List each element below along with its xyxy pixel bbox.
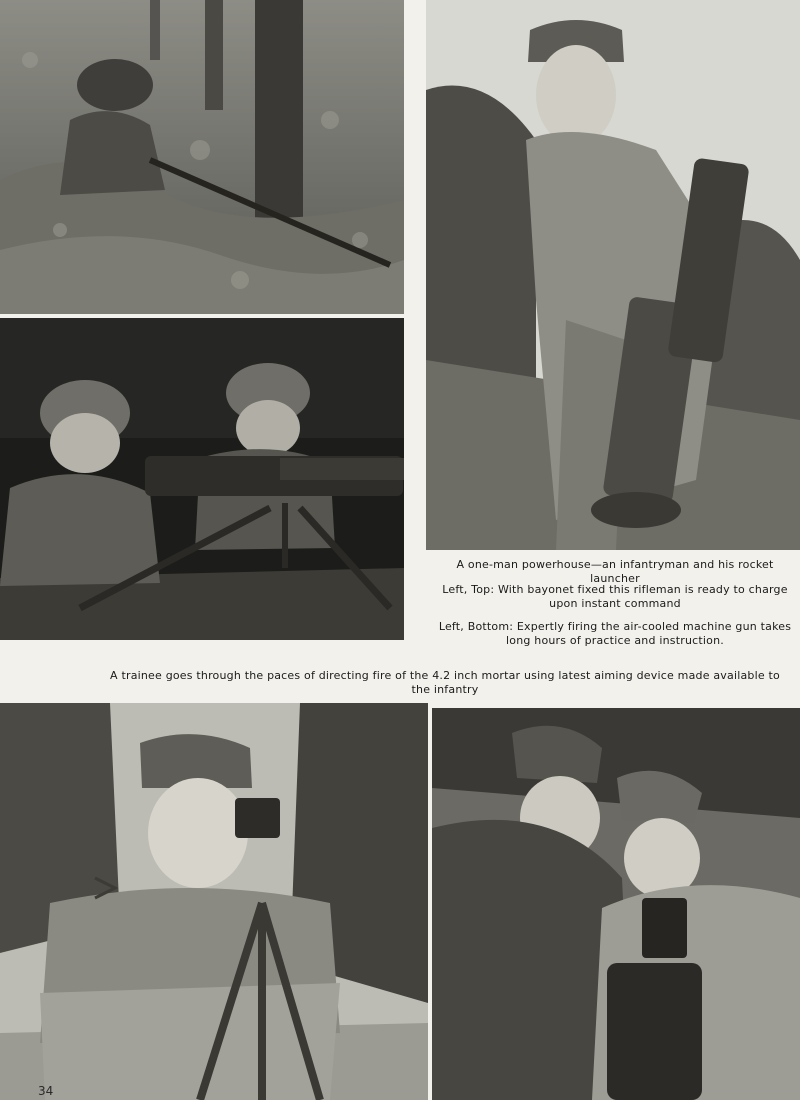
caption-rocket-launcher: A one-man powerhouse—an infantryman and his rocket launcher — [456, 558, 774, 585]
caption-trainee-mortar: A trainee goes through the paces of directing fire of the 4.2 inch mortar using latest aiming device made available to the infantry — [110, 669, 780, 696]
page-number: 34 — [38, 1084, 54, 1098]
rifleman-photo-graphic — [0, 0, 404, 314]
photo-prone-rifleman — [0, 0, 404, 314]
photo-rocket-launcher-infantryman — [426, 0, 800, 550]
trainee-photo-graphic — [0, 703, 428, 1100]
machinegun-photo-graphic — [0, 318, 404, 640]
pair-photo-graphic — [432, 708, 800, 1100]
rocket-photo-graphic — [426, 0, 800, 550]
photo-two-soldiers-mortar — [432, 708, 800, 1100]
photo-trainee-aiming-device — [0, 703, 428, 1100]
caption-left-bottom: Left, Bottom: Expertly firing the air-cooled machine gun takes long hours of practice and instruction. — [438, 620, 792, 647]
caption-left-top: Left, Top: With bayonet fixed this rifleman is ready to charge upon instant command — [442, 583, 788, 610]
photo-machine-gun-crew — [0, 318, 404, 640]
